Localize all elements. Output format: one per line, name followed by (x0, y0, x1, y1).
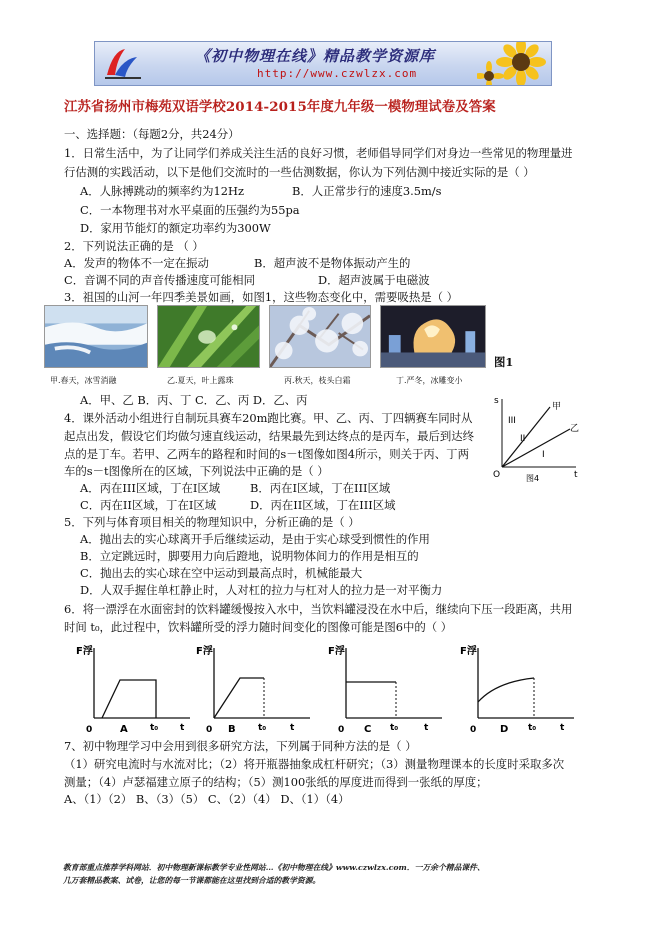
graph-b-f-label: F浮 (196, 646, 213, 657)
q3-caption-yi: 乙.夏天，叶上露珠 (167, 376, 234, 385)
graph-b-t: t (290, 723, 295, 733)
graph-b-origin: 0 (206, 725, 213, 735)
graph-d-curve (478, 678, 534, 702)
q5-option-d: D．人双手握住单杠静止时，人对杠的拉力与杠对人的拉力是一对平衡力 (80, 583, 443, 597)
graph-b-t0: t₀ (258, 723, 267, 733)
q5-option-b: B．立定跳远时，脚要用力向后蹬地，说明物体间力的作用是相互的 (80, 549, 419, 563)
q1-option-d: D．家用节能灯的额定功率约为300W (80, 221, 271, 235)
q6-line2: 时间 t₀，此过程中，饮料罐所受的浮力随时间变化的图像可能是图6中的（ ） (64, 620, 453, 634)
graph-c-t: t (424, 723, 429, 733)
footer-line2: 几万套精品教案、试卷，让您的每一节课都能在这里找到合适的教学资源。 (63, 876, 321, 885)
q1-line2: 行估测的实践活动，以下是他们交流时的一些估测数据，你认为下列估测中接近实际的是（ ） (64, 165, 535, 179)
q7-line3: 测量；（4）卢瑟福建立原子的结构；（5）测100张纸的厚度进而得到一张纸的厚度； (64, 775, 488, 789)
photo-frost-branches (269, 305, 371, 368)
q4-line1: 4．课外活动小组进行自制玩具赛车20m跑比赛。甲、乙、丙、丁四辆赛车同时从 (64, 411, 473, 425)
q4-line2: 起点出发，假设它们均做匀速直线运动，结果最先到达终点的是丙车，最后到达终 (64, 429, 475, 443)
q2-option-c: C．音调不同的声音传播速度可能相同 (64, 273, 255, 287)
q2-option-b: B．超声波不是物体振动产生的 (254, 256, 411, 270)
graph-a-letter: A (120, 724, 128, 735)
q3-stem: 3．祖国的山河一年四季美景如画，如图1，这些物态变化中，需要吸热是（ ） (64, 290, 459, 304)
q7-stem: 7、初中物理学习中会用到很多研究方法，下列属于同种方法的是（ ） (64, 739, 417, 753)
graph-a-t0: t₀ (150, 723, 159, 733)
graph-d-letter: D (500, 724, 509, 735)
q4-option-b: B．丙在I区域，丁在III区域 (250, 481, 391, 495)
page-title: 江苏省扬州市梅苑双语学校2014-2015年度九年级一模物理试卷及答案 (64, 99, 496, 115)
photo-dew-leaves (157, 305, 260, 368)
graph-a-origin: 0 (86, 725, 93, 735)
q4-line3: 点的是丁车。若甲、乙两车的路程和时间的s－t图像如图4所示，则关于丙、丁两 (64, 447, 469, 461)
q1-option-c: C．一本物理书对水平桌面的压强约为55pa (80, 203, 300, 217)
graph-b-curve (214, 678, 264, 718)
graph-c-t0: t₀ (390, 723, 399, 733)
graph-a (76, 644, 190, 735)
q3-options: A．甲、乙 B．丙、丁 C．乙、丙 D．乙、丙 (80, 393, 308, 407)
st-graph-jia-label: 甲 (552, 402, 562, 412)
st-graph-s-label: s (494, 396, 499, 406)
q5-option-c: C．抛出去的实心球在空中运动到最高点时，机械能最大 (80, 566, 363, 580)
graph-d-t0: t₀ (528, 723, 537, 733)
sunflower-icon (477, 41, 547, 86)
footer-line1: 教育部重点推荐学科网站．初中物理新课标教学专业性网站…《初中物理在线》www.czwlzx.com．一万余个精品课件、 (63, 863, 485, 872)
graph-d (460, 644, 574, 735)
st-graph-figure-label: 图4 (526, 474, 540, 483)
q6-line1: 6．将一漂浮在水面密封的饮料罐缓慢按入水中，当饮料罐浸没在水中后，继续向下压一段距离，共用 (64, 602, 573, 616)
photo-melting-snow (44, 305, 148, 368)
q7-line2: （1）研究电流时与水流对比；（2）将开瓶器抽象成杠杆研究；（3）测量物理课本的长度时采取多次 (64, 757, 565, 771)
q7-options: A、（1）（2） B、（3）（5） C、（2）（4） D、（1）（4） (64, 792, 350, 806)
q1-option-a: A．人脉搏跳动的频率约为12Hz (80, 184, 244, 198)
graph-b-letter: B (228, 724, 236, 735)
st-graph-line-yi (502, 429, 570, 467)
st-graph-region-1: I (542, 450, 545, 460)
graph-c-f-label: F浮 (328, 646, 345, 657)
header-banner (94, 41, 552, 86)
st-graph-region-2: II (520, 434, 526, 444)
q5-stem: 5．下列与体育项目相关的物理知识中，分析正确的是（ ） (64, 515, 360, 529)
section-heading: 一、选择题：（每题2分，共24分） (64, 127, 240, 141)
q3-figure-label: 图1 (494, 355, 514, 369)
q5-option-a: A．抛出去的实心球离开手后继续运动，是由于实心球受到惯性的作用 (80, 532, 430, 546)
st-graph-yi-label: 乙 (570, 424, 580, 434)
q1-line1: 1．日常生活中，为了让同学们养成关注生活的良好习惯，老师倡导同学们对身边一些常见的物理量进 (64, 146, 573, 160)
st-graph-origin: O (493, 470, 501, 480)
graph-d-origin: 0 (470, 725, 477, 735)
banner-url[interactable]: http://www.czwlzx.com (257, 67, 418, 80)
st-graph-figure4 (490, 395, 580, 487)
graph-d-f-label: F浮 (460, 646, 477, 657)
graph-a-t: t (180, 723, 185, 733)
q1-option-b: B．人正常步行的速度3.5m/s (292, 184, 442, 198)
q4-option-c: C．丙在II区域，丁在I区域 (80, 498, 217, 512)
q3-caption-bing: 丙.秋天，枝头白霜 (284, 376, 351, 385)
st-graph-t-label: t (574, 470, 578, 480)
q4-line4: 车的s－t图像所在的区域，下列说法中正确的是（ ） (64, 464, 329, 478)
page-footer (63, 861, 485, 887)
graph-c (328, 644, 442, 735)
graph-d-t: t (560, 723, 565, 733)
st-graph-region-3: III (508, 416, 516, 426)
graph-a-f-label: F浮 (76, 646, 93, 657)
graph-a-curve (102, 680, 156, 718)
q3-caption-jia: 甲.春天，冰雪消融 (50, 376, 117, 385)
graph-c-letter: C (364, 724, 372, 735)
banner-title: 《初中物理在线》精品教学资源库 (195, 47, 436, 65)
buoyancy-graphs-figure6 (72, 636, 602, 736)
q3-caption-ding: 丁.严冬，冰雕变小 (396, 376, 463, 385)
q4-option-d: D．丙在II区域，丁在III区域 (250, 498, 396, 512)
graph-c-origin: 0 (338, 725, 345, 735)
q2-option-d: D．超声波属于电磁波 (318, 273, 430, 287)
q4-option-a: A．丙在III区域，丁在I区域 (80, 481, 221, 495)
graph-b (196, 644, 310, 735)
site-logo (103, 45, 143, 83)
q2-stem: 2．下列说法正确的是 （ ） (64, 239, 204, 253)
q2-option-a: A．发声的物体不一定在振动 (64, 256, 209, 270)
photo-ice-sculpture (380, 305, 486, 368)
